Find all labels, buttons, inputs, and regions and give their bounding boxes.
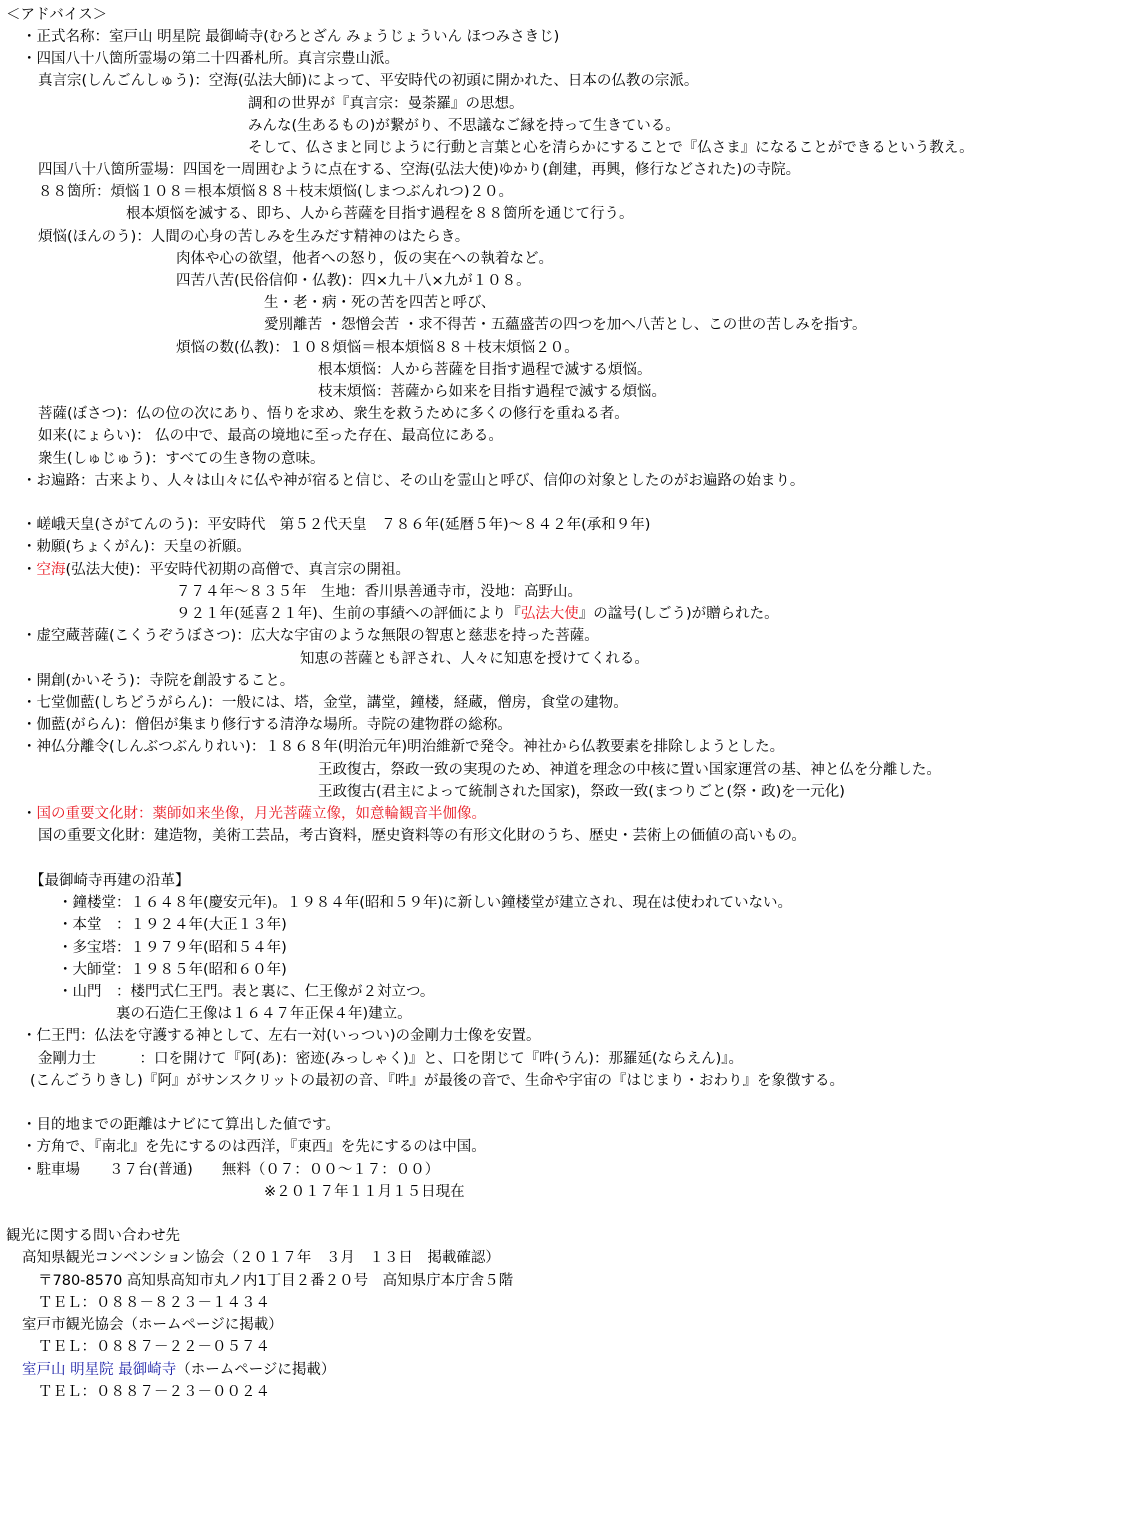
text-line [58,981,434,1003]
text-segment: 根本煩悩を滅する、即ち、人から菩薩を目指す過程を８８箇所を通じて行う。 [126,206,634,222]
text-line [176,603,779,625]
text-line [58,937,287,959]
text-segment: 菩薩(ぼさつ)：仏の位の次にあり、悟りを求め、衆生を救うために多くの修行を重ねる者。 [38,406,629,422]
text-segment: 四苦八苦(民俗信仰・仏教)：四×九＋八×九が１０８。 [176,273,531,289]
text-line [318,381,666,403]
text-segment: ・開創(かいそう)：寺院を創設すること。 [22,673,295,689]
text-segment: ７７４年～８３５年 生地：香川県善通寺市，没地：高野山。 [176,584,582,600]
text-segment: ・ [22,562,37,578]
text-line [38,159,800,181]
text-segment: ※２０１７年１１月１５日現在 [264,1184,465,1200]
text-segment: ・本堂 ：１９２４年(大正１３年) [58,917,287,933]
text-segment: そして、仏さまと同じように行動と言葉と心を清らかにすることで『仏さま』になることができるという教え。 [248,140,974,156]
text-segment: 調和の世界が『真言宗：曼荼羅』の思想。 [248,96,524,112]
text-line [22,625,599,647]
text-line [22,670,294,692]
text-segment: 〒780-8570 高知県高知市丸ノ内1丁目２番２０号 高知県庁本庁舎５階 [38,1273,514,1289]
text-segment: 真言宗(しんごんしゅう)：空海(弘法大師)によって、平安時代の初頭に開かれた、日本の仏教の宗派。 [38,73,699,89]
text-segment: ・ [22,806,37,822]
text-segment: ・大師堂：１９８５年(昭和６０年) [58,962,287,978]
text-segment: ・駐車場 ３７台(普通) 無料（０７：００～１７：００） [22,1162,440,1178]
temple-name-text: 室戸山 明星院 最御崎寺 [22,1362,177,1378]
text-line [38,1336,270,1358]
text-line [300,648,649,670]
text-line [318,359,652,381]
text-segment: みんな(生あるもの)が繋がり、不思議なご縁を持って生きている。 [248,118,680,134]
text-line [58,959,287,981]
text-segment: 王政復古(君主によって統制された国家)，祭政一致(まつりごと(祭・政)を一元化) [318,784,845,800]
text-segment: ＴＥＬ：０８８７－２３－００２４ [38,1384,270,1400]
text-segment: ・多宝塔：１９７９年(昭和５４年) [58,940,287,956]
text-segment: ・お遍路：古来より、人々は山々に仏や神が宿ると信じ、その山を霊山と呼び、信仰の対象としたのがお遍路の始まり。 [22,473,805,489]
text-segment: 裏の石造仁王像は１６４７年正保４年)建立。 [116,1006,412,1022]
text-segment: 愛別離苦 ・怨憎会苦 ・求不得苦・五蘊盛苦の四つを加へ八苦とし、この世の苦しみを指す。 [264,317,867,333]
text-segment: ・方角で、『南北』を先にするのは西洋，『東西』を先にするのは中国。 [22,1139,486,1155]
text-line [22,559,410,581]
text-line [116,1003,412,1025]
text-segment: ・虚空蔵菩薩(こくうぞうぼさつ)：広大な宇宙のような無限の智恵と慈悲を持った菩薩。 [22,628,599,644]
text-line [264,1181,465,1203]
text-segment: 枝末煩悩：菩薩から如来を目指す過程で滅する煩悩。 [318,384,666,400]
highlight-text: 空海 [36,562,66,578]
text-segment: ・四国八十八箇所霊場の第二十四番札所。真言宗豊山派。 [22,51,399,67]
text-segment: （ホームページに掲載） [176,1362,336,1378]
text-segment: 生・老・病・死の苦を四苦と呼び、 [264,295,496,311]
text-segment: 肉体や心の欲望，他者への怒り，仮の実在への執着など。 [176,251,553,267]
text-line [22,1247,500,1269]
text-line [30,1070,844,1092]
text-segment: 観光に関する問い合わせ先 [6,1228,180,1244]
text-line [264,292,495,314]
text-line [38,425,503,447]
text-line [22,1114,340,1136]
text-line [22,1359,335,1381]
text-segment: 根本煩悩：人から菩薩を目指す過程で滅する煩悩。 [318,362,652,378]
text-segment: 【最御崎寺再建の沿革】 [30,873,190,889]
text-segment: ＴＥＬ：０８８７－２２－０５７４ [38,1339,270,1355]
highlight-text: 国の重要文化財：薬師如来坐像，月光菩薩立像，如意輪観音半伽像。 [36,806,486,822]
text-segment: ・仁王門：仏法を守護する神として、左右一対(いっつい)の金剛力士像を安置。 [22,1028,541,1044]
text-line [6,1225,180,1247]
text-segment: ・勅願(ちょくがん)：天皇の祈願。 [22,539,251,555]
text-line [22,1136,486,1158]
text-segment: 王政復古，祭政一致の実現のため、神道を理念の中核に置い国家運営の基、神と仏を分離した。 [318,762,941,778]
text-line [248,115,680,137]
text-line [30,870,190,892]
text-segment: (こんごうりきし)『阿』がサンスクリットの最初の音、『吽』が最後の音で、生命や宇宙の『はじまり・おわり』を象徴する。 [30,1073,845,1089]
text-line [22,48,399,70]
text-line [22,536,251,558]
text-line [176,581,582,603]
text-line [38,403,629,425]
text-segment: 四国八十八箇所霊場：四国を一周囲むように点在する、空海(弘法大使)ゆかり(創建，再興，修行などされた)の寺院。 [38,162,801,178]
text-segment: 知恵の菩薩とも評され、人々に知恵を授けてくれる。 [300,651,649,667]
text-line [38,181,513,203]
text-line [38,448,325,470]
text-segment: ・山門 ：楼門式仁王門。表と裏に、仁王像が２対立つ。 [58,984,435,1000]
text-line [38,226,469,248]
text-line [22,736,784,758]
text-line [176,248,553,270]
text-line [126,203,634,225]
text-line [176,337,579,359]
text-segment: ・伽藍(がらん)：僧侶が集まり修行する清浄な場所。寺院の建物群の総称。 [22,717,512,733]
text-segment: 衆生(しゅじゅう)：すべての生き物の意味。 [38,451,325,467]
text-line [58,914,287,936]
text-line [318,759,941,781]
text-segment: ・嵯峨天皇(さがてんのう)：平安時代 第５２代天皇 ７８６年(延暦５年)～８４２年(承和９年) [22,517,651,533]
text-segment: 』の諡号(しごう)が贈られた。 [578,606,779,622]
text-line [38,1292,270,1314]
text-segment: ・正式名称：室戸山 明星院 最御崎寺(むろとざん みょうじょういん ほつみさきじ) [22,29,560,45]
text-line [248,137,974,159]
text-segment: 国の重要文化財：建造物，美術工芸品，考古資料，歴史資料等の有形文化財のうち、歴史・芸術上の価値の高いもの。 [38,828,806,844]
text-segment: ・目的地までの距離はナビにて算出した値です。 [22,1117,340,1133]
text-segment: 煩悩の数(仏教)：１０８煩悩＝根本煩悩８８＋枝末煩悩２０。 [176,340,579,356]
text-line [22,1159,439,1181]
text-segment: ・鐘楼堂：１６４８年(慶安元年)。１９８４年(昭和５９年)に新しい鐘楼堂が建立され、現在は使われていない。 [58,895,792,911]
text-line [22,1025,541,1047]
text-line [6,4,107,26]
text-line [22,803,486,825]
text-line [58,892,792,914]
text-line [176,270,531,292]
text-line [38,1270,513,1292]
text-line [22,1314,283,1336]
text-line [38,1381,270,1403]
text-line [22,514,650,536]
text-line [38,825,806,847]
text-segment: ・七堂伽藍(しちどうがらん)：一般には、塔，金堂，講堂，鐘楼，経蔵，僧房，食堂の建物。 [22,695,628,711]
text-segment: 煩悩(ほんのう)：人間の心身の苦しみを生みだす精神のはたらき。 [38,229,470,245]
text-line [22,714,512,736]
text-segment: ９２１年(延喜２１年)、生前の事績への評価により『 [176,606,521,622]
text-segment: ＴＥＬ：０８８－８２３－１４３４ [38,1295,270,1311]
text-line [22,470,804,492]
text-line [318,781,845,803]
text-segment: ８８箇所：煩悩１０８＝根本煩悩８８＋枝末煩悩(しまつぶんれつ)２０。 [38,184,514,200]
highlight-text: 弘法大使 [520,606,579,622]
text-line [248,93,524,115]
text-segment: 如来(にょらい)： 仏の中で、最高の境地に至った存在、最高位にある。 [38,428,503,444]
text-line [264,314,867,336]
text-line [38,70,698,92]
text-line [22,692,628,714]
text-line [22,26,559,48]
text-segment: 金剛力士 ：口を開けて『阿(あ)：密迹(みっしゃく)』と、口を閉じて『吽(うん)：那羅延(ならえん)』。 [38,1051,744,1067]
text-line [38,1048,743,1070]
text-segment: ＜アドバイス＞ [6,7,108,23]
text-segment: (弘法大使)：平安時代初期の高僧で、真言宗の開祖。 [65,562,411,578]
text-segment: 高知県観光コンベンション協会（２０１７年 ３月 １３日 掲載確認） [22,1250,500,1266]
text-segment: ・神仏分離令(しんぶつぶんりれい)：１８６８年(明治元年)明治維新で発令。神社から仏教要素を排除しようとした。 [22,739,785,755]
text-segment: 室戸市観光協会（ホームページに掲載） [22,1317,283,1333]
